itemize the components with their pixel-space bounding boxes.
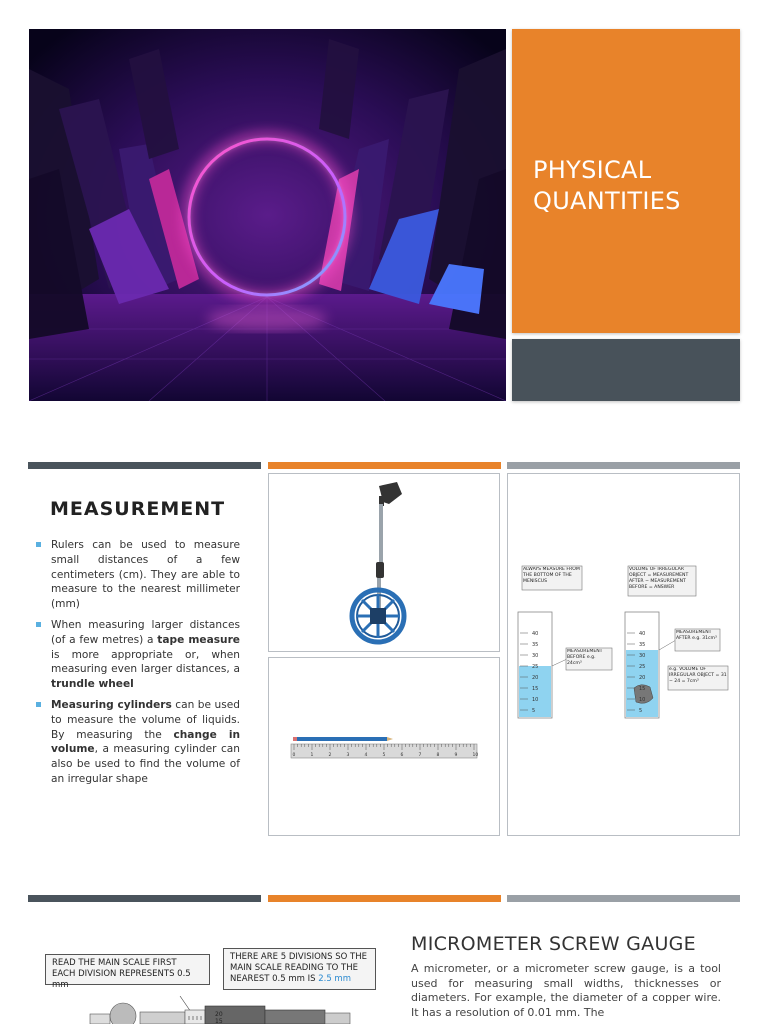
bullet-bold-text: change in volume — [51, 728, 240, 756]
cylinder-scale-label: 15 — [639, 686, 646, 692]
ruler-number: 10 — [472, 753, 479, 758]
divider-bar-orange-2 — [268, 895, 501, 902]
divider-bar-orange — [268, 462, 501, 469]
cylinder-scale-label: 40 — [639, 631, 646, 637]
bullet-bold-text: trundle wheel — [51, 678, 134, 691]
slide-title — [533, 155, 681, 217]
ruler-number: 8 — [436, 753, 440, 758]
bullet-text: , a measuring cylinder can also be used to find the volume of an irregular shape — [51, 743, 240, 785]
main-scale-reading: 2.5 mm — [318, 974, 351, 984]
divisions-note — [223, 948, 376, 990]
title-line-2: QUANTITIES — [533, 187, 681, 215]
main-scale-note — [45, 954, 210, 990]
divider-bar-dark-2 — [28, 895, 261, 902]
ruler-number: 7 — [418, 753, 422, 758]
volume-formula-note: VOLUME OF IRREGULAR OBJECT = MEASUREMENT AFTER − MEASUREMENT BEFORE = ANSWER — [629, 567, 689, 590]
trundle-wheel-illustration — [269, 474, 499, 651]
cylinder-scale-label: 5 — [639, 708, 643, 714]
trundle-wheel-panel — [268, 473, 500, 652]
measurement-bullet — [36, 698, 240, 787]
cylinder-scale-label: 35 — [639, 642, 646, 648]
cylinder-scale-label: 20 — [639, 675, 646, 681]
bullet-text: When measuring larger distances (of a few metres) a — [51, 618, 240, 646]
cylinder-scale-label: 35 — [532, 642, 539, 648]
measurement-list — [36, 538, 240, 793]
cylinder-scale-label: 10 — [532, 697, 539, 703]
measurement-bullet — [36, 618, 240, 692]
divider-bar-dark — [28, 462, 261, 469]
cylinder-scale-label: 5 — [532, 708, 536, 714]
ruler-number: 9 — [454, 753, 458, 758]
bullet-text: is more appropriate or, when measuring even larger distances, a — [51, 648, 240, 676]
divider-bar-gray — [507, 462, 740, 469]
after-label: MEASUREMENT AFTER e.g. 31cm³ — [676, 630, 717, 641]
main-scale-note-line2: EACH DIVISION REPRESENTS 0.5 mm — [52, 969, 191, 990]
divider-bar-gray-2 — [507, 895, 740, 902]
divisions-note-line3: NEAREST 0.5 mm IS 2.5 mm — [230, 974, 351, 984]
micrometer-illustration — [85, 996, 365, 1024]
bullet-bold-text: tape measure — [157, 633, 240, 646]
ruler-number: 0 — [292, 753, 296, 758]
measurement-bullet — [36, 538, 240, 612]
cylinder-scale-label: 25 — [639, 664, 646, 670]
ruler-number: 5 — [382, 753, 386, 758]
accent-block — [512, 339, 740, 401]
cylinder-scale-label: 10 — [639, 697, 646, 703]
gauge-tick-15: 15 — [215, 1018, 223, 1024]
micrometer-heading: MICROMETER SCREW GAUGE — [411, 933, 696, 955]
measurement-heading: MEASUREMENT — [50, 498, 226, 520]
ruler-number: 2 — [328, 753, 332, 758]
cylinder-scale-label: 30 — [532, 653, 539, 659]
cylinder-scale-label: 20 — [532, 675, 539, 681]
main-scale-note-line1: READ THE MAIN SCALE FIRST — [52, 958, 177, 968]
hero-image — [29, 29, 506, 401]
bullet-text: Rulers can be used to measure small distances of a few centimeters (cm). They are able to measure to the nearest millimeter (mm) — [51, 539, 240, 611]
cylinder-scale-label: 15 — [532, 686, 539, 692]
bullet-text: can be used to measure the volume of liquids. By measuring the — [51, 698, 240, 741]
ruler-panel — [268, 657, 500, 836]
micrometer-description: A micrometer, or a micrometer screw gauge, is a tool used for measuring small widths, thicknesses or diameters. For example, the diameter of a copper wire. It has a resolution of 0.01 mm. The — [411, 962, 721, 1019]
result-label: e.g. VOLUME OF IRREGULAR OBJECT = 31 − 24 = 7cm³ — [669, 667, 727, 684]
bullet-bold-text: Measuring cylinders — [51, 698, 172, 711]
cylinder-scale-label: 25 — [532, 664, 539, 670]
title-panel — [512, 29, 740, 333]
divisions-note-line2: MAIN SCALE READING TO THE — [230, 963, 358, 973]
ruler-illustration — [269, 658, 499, 835]
meniscus-note: ALWAYS MEASURE FROM THE BOTTOM OF THE MENISCUS — [523, 567, 580, 584]
ruler-number: 6 — [400, 753, 404, 758]
measuring-cylinder-illustration — [508, 474, 739, 835]
ruler-number: 4 — [364, 753, 368, 758]
divisions-note-line1: THERE ARE 5 DIVISIONS SO THE — [230, 952, 368, 962]
cylinder-scale-label: 30 — [639, 653, 646, 659]
before-label: MEASUREMENT BEFORE e.g. 24cm³ — [567, 649, 603, 666]
ruler-number: 3 — [346, 753, 350, 758]
measuring-cylinder-panel — [507, 473, 740, 836]
ruler-number: 1 — [310, 753, 314, 758]
gauge-tick-20: 20 — [215, 1011, 223, 1018]
title-line-1: PHYSICAL — [533, 156, 652, 184]
cylinder-scale-label: 40 — [532, 631, 539, 637]
